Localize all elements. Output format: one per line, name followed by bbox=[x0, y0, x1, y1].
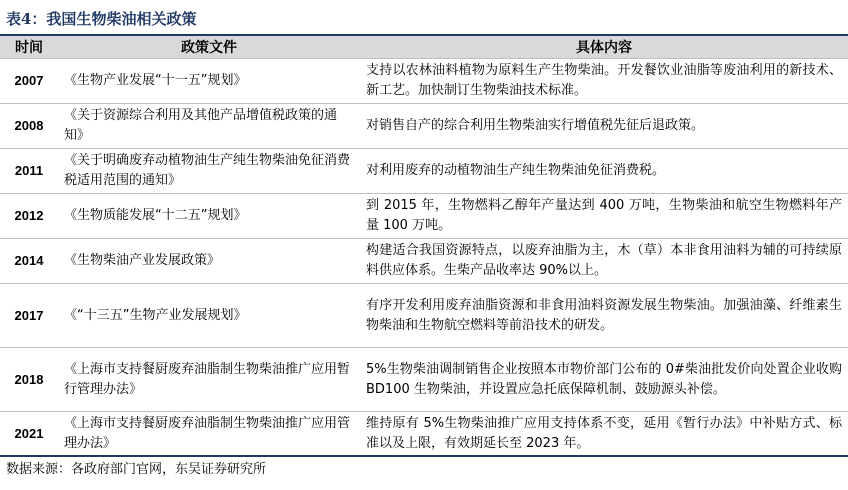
table-row bbox=[0, 239, 848, 284]
header-row bbox=[0, 36, 848, 59]
row-doc: 《关于明确废弃动植物油生产纯生物柴油免征消费税适用范围的通知》 bbox=[58, 149, 360, 194]
header-content: 具体内容 bbox=[360, 36, 848, 59]
row-year: 2021 bbox=[0, 412, 58, 457]
row-year: 2014 bbox=[0, 239, 58, 284]
table-row bbox=[0, 59, 848, 104]
row-content: 对利用废弃的动植物油生产纯生物柴油免征消费税。 bbox=[360, 149, 848, 194]
row-year: 2011 bbox=[0, 149, 58, 194]
row-content: 到 2015 年，生物燃料乙醇年产量达到 400 万吨，生物柴油和航空生物燃料年产量 100 万吨。 bbox=[360, 194, 848, 239]
policy-table bbox=[0, 36, 848, 457]
table-caption: 表4：我国生物柴油相关政策 bbox=[6, 10, 197, 28]
row-content: 有序开发利用废弃油脂资源和非食用油料资源发展生物柴油。加强油藻、纤维素生物柴油和生物航空燃料等前沿技术的研发。 bbox=[360, 284, 848, 348]
row-doc: 《“十三五”生物产业发展规划》 bbox=[58, 284, 360, 348]
bottom-rule bbox=[0, 455, 848, 457]
row-doc: 《生物质能发展“十二五”规划》 bbox=[58, 194, 360, 239]
row-doc: 《上海市支持餐厨废弃油脂制生物柴油推广应用暂行管理办法》 bbox=[58, 348, 360, 412]
row-year: 2012 bbox=[0, 194, 58, 239]
source-note: 数据来源：各政府部门官网，东吴证券研究所 bbox=[6, 462, 267, 477]
row-year: 2008 bbox=[0, 104, 58, 149]
row-doc: 《上海市支持餐厨废弃油脂制生物柴油推广应用管理办法》 bbox=[58, 412, 360, 457]
row-doc: 《关于资源综合利用及其他产品增值税政策的通知》 bbox=[58, 104, 360, 149]
row-content: 构建适合我国资源特点，以废弃油脂为主，木（草）本非食用油料为辅的可持续原料供应体系。生柴产品收率达 90%以上。 bbox=[360, 239, 848, 284]
header-doc: 政策文件 bbox=[58, 36, 360, 59]
row-year: 2017 bbox=[0, 284, 58, 348]
row-year: 2018 bbox=[0, 348, 58, 412]
row-content: 5%生物柴油调制销售企业按照本市物价部门公布的 0#柴油批发价向处置企业收购 BD100 生物柴油，并设置应急托底保障机制、鼓励源头补偿。 bbox=[360, 348, 848, 412]
row-year: 2007 bbox=[0, 59, 58, 104]
table-row bbox=[0, 194, 848, 239]
row-content: 支持以农林油料植物为原料生产生物柴油。开发餐饮业油脂等废油利用的新技术、新工艺。加快制订生物柴油技术标准。 bbox=[360, 59, 848, 104]
table-row bbox=[0, 104, 848, 149]
table-row bbox=[0, 412, 848, 457]
row-doc: 《生物产业发展“十一五”规划》 bbox=[58, 59, 360, 104]
table-row bbox=[0, 348, 848, 412]
table-row bbox=[0, 284, 848, 348]
row-content: 对销售自产的综合利用生物柴油实行增值税先征后退政策。 bbox=[360, 104, 848, 149]
row-doc: 《生物柴油产业发展政策》 bbox=[58, 239, 360, 284]
header-year: 时间 bbox=[0, 36, 58, 59]
row-content: 维持原有 5%生物柴油推广应用支持体系不变，延用《暂行办法》中补贴方式、标准以及上限，有效期延长至 2023 年。 bbox=[360, 412, 848, 457]
table-row bbox=[0, 149, 848, 194]
